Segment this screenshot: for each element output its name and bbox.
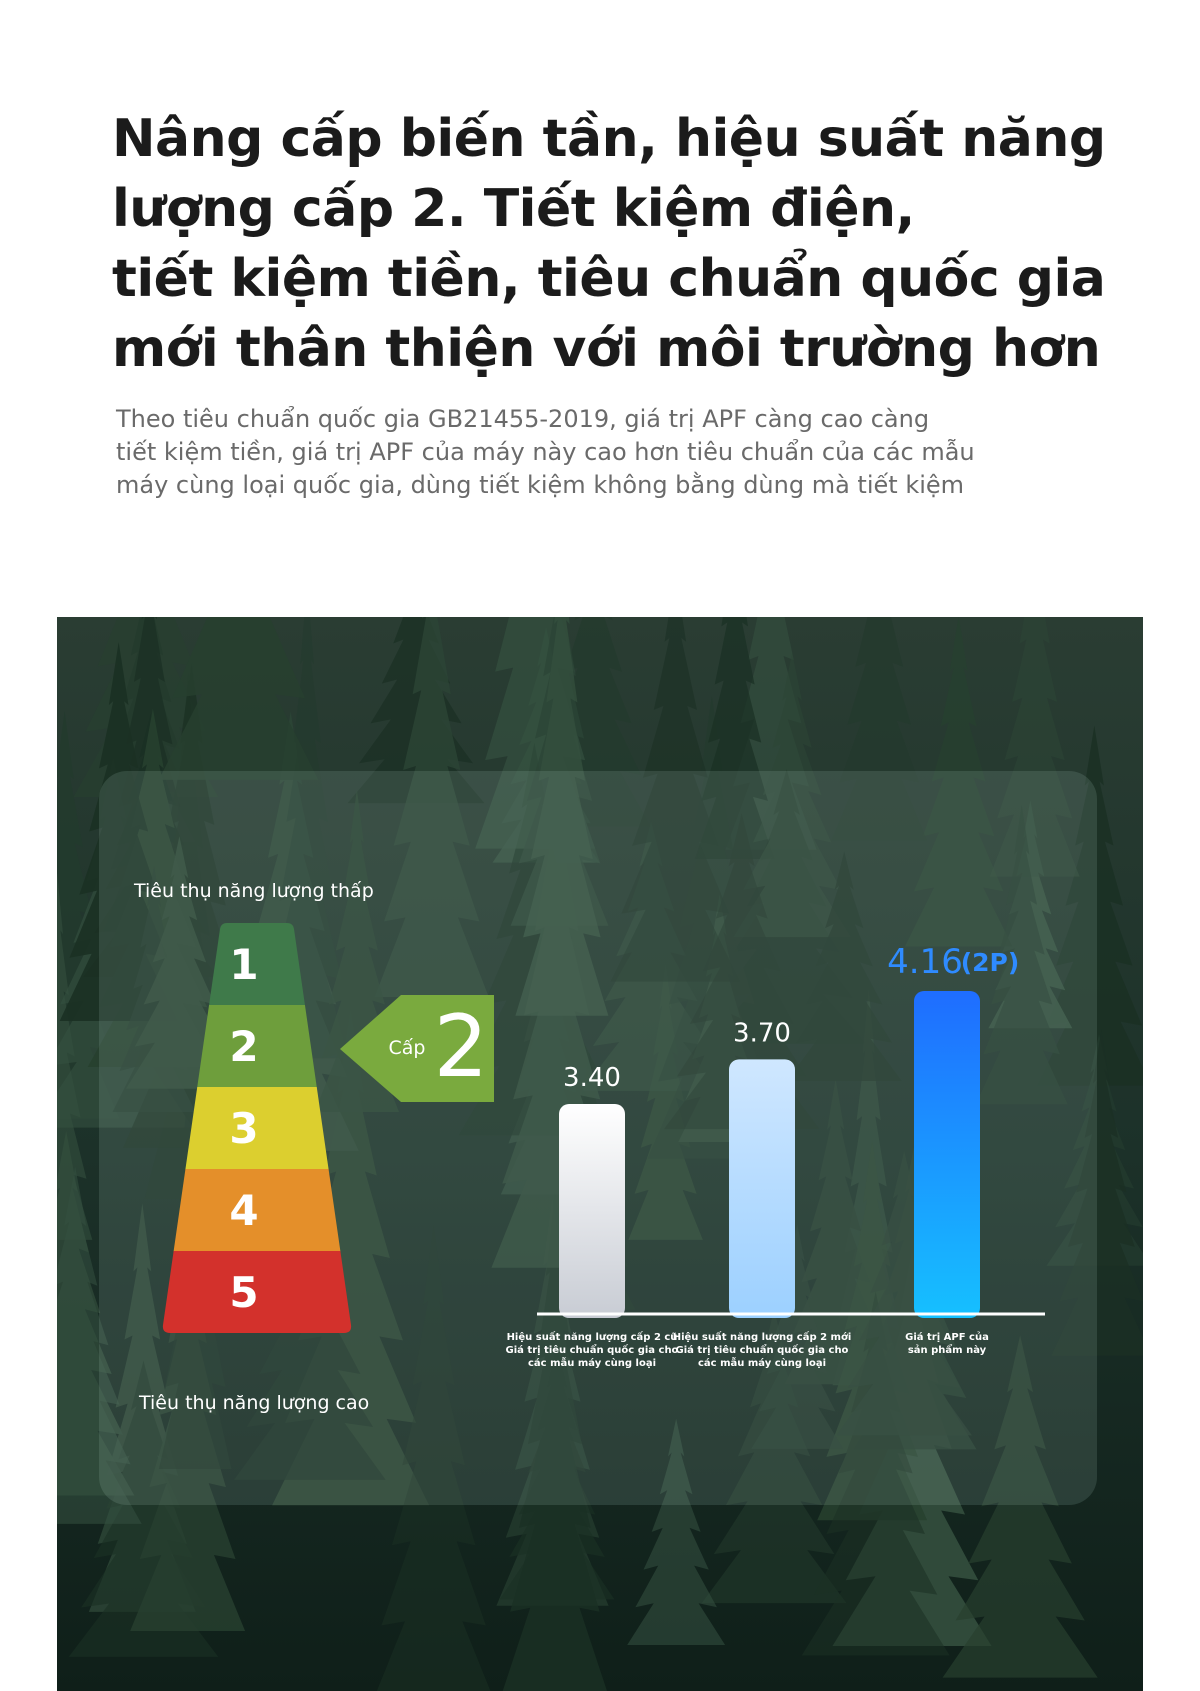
category-label: Giá trị tiêu chuẩn quốc gia cho: [505, 1345, 679, 1356]
energy-chart-panel: [99, 771, 1097, 1505]
low-consumption-label: Tiêu thụ năng lượng thấp: [134, 880, 374, 902]
page-title: [112, 104, 1112, 384]
bar-value-label: 4.16: [887, 942, 963, 982]
bar-3: [914, 991, 980, 1318]
bar-value-label: 3.70: [733, 1018, 791, 1049]
bar-value-suffix: (2P): [960, 948, 1020, 977]
energy-band-label: 5: [229, 1268, 259, 1317]
bar-2: [729, 1059, 795, 1318]
page-subtitle: Theo tiêu chuẩn quốc gia GB21455-2019, giá trị APF càng cao càng tiết kiệm tiền, giá trị APF của máy này cao hơn tiêu chuẩn của các mẫu máy cùng loại quốc gia, dùng tiết kiệm không bằng dùng mà tiết kiệm: [116, 405, 975, 499]
bar-1: [559, 1104, 625, 1318]
forest-background: [57, 617, 1143, 1691]
headline-line: Nâng cấp biến tần, hiệu suất năng: [112, 109, 1106, 169]
energy-band-label: 3: [229, 1104, 259, 1153]
headline-line: tiết kiệm tiền, tiêu chuẩn quốc gia: [112, 249, 1106, 309]
bar-value-label: 3.40: [563, 1062, 621, 1093]
category-label: các mẫu máy cùng loại: [698, 1358, 826, 1369]
pointer-level: 2: [433, 997, 489, 1097]
high-consumption-label: Tiêu thụ năng lượng cao: [139, 1392, 370, 1414]
category-label: sản phẩm này: [907, 1345, 987, 1356]
energy-band-label: 2: [229, 1022, 259, 1071]
headline-line: mới thân thiện với môi trường hơn: [112, 319, 1101, 379]
category-label: Hiệu suất năng lượng cấp 2 cũ: [506, 1332, 678, 1343]
category-label: các mẫu máy cùng loại: [528, 1358, 656, 1369]
apf-bar-chart: [99, 771, 1097, 1505]
headline-line: lượng cấp 2. Tiết kiệm điện,: [112, 179, 915, 239]
category-label: Giá trị tiêu chuẩn quốc gia cho: [675, 1345, 849, 1356]
energy-band-label: 4: [229, 1186, 259, 1235]
pointer-prefix: Cấp: [388, 1037, 426, 1059]
category-label: Giá trị APF của: [905, 1332, 989, 1343]
category-label: Hiệu suất năng lượng cấp 2 mới: [672, 1332, 852, 1343]
energy-band-label: 1: [229, 940, 259, 989]
